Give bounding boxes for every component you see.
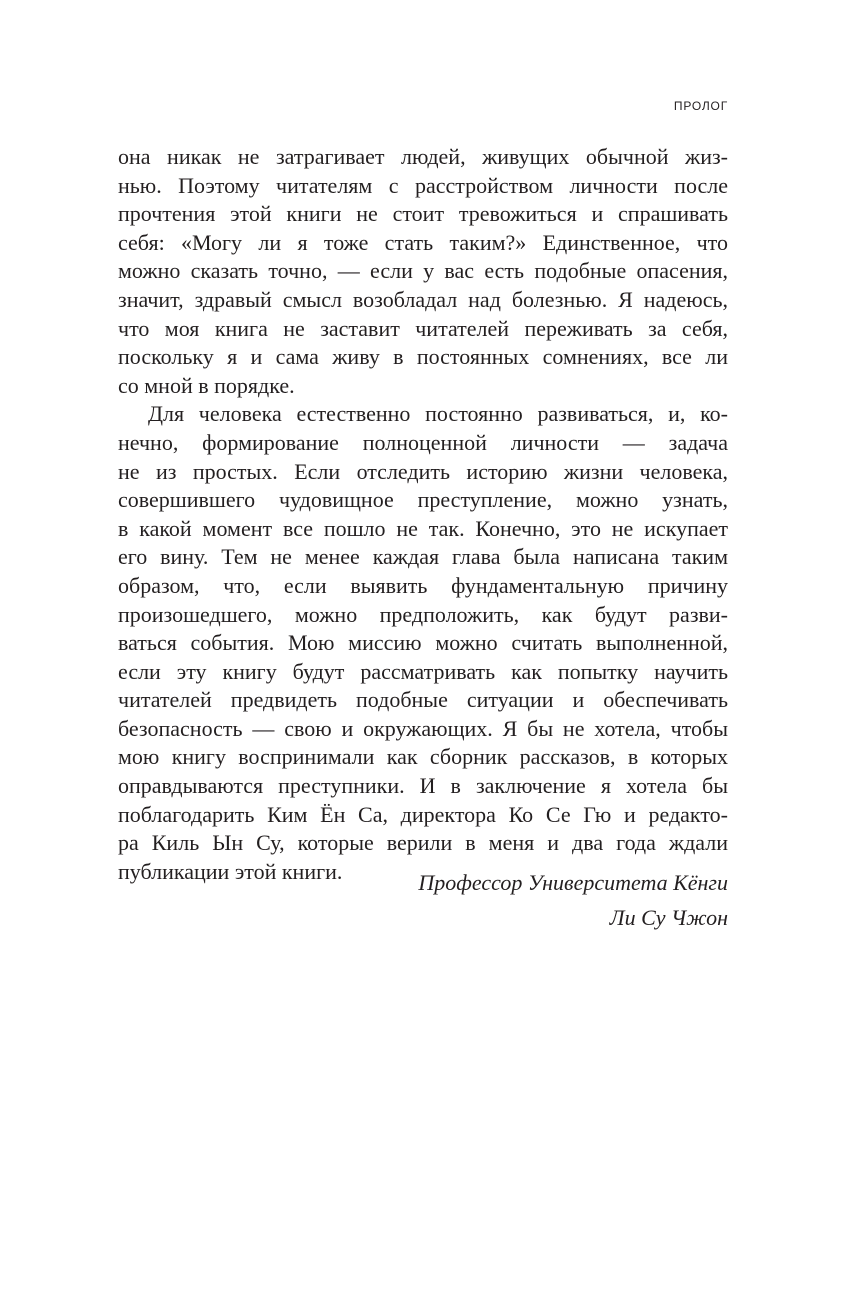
text-line: образом, что, если выявить фундаментальную причину <box>118 572 728 598</box>
text-line: Для человека естественно постоянно развиваться, и, ко- <box>148 401 728 427</box>
text-line: поблагодарить Ким Ён Са, директора Ко Се Гю и редакто- <box>118 801 728 827</box>
text-line: не из простых. Если отследить историю жизни человека, <box>118 458 728 484</box>
text-line: нью. Поэтому читателям с расстройством личности после <box>118 172 728 198</box>
text-line: если эту книгу будут рассматривать как попытку научить <box>118 658 728 684</box>
text-line: произошедшего, можно предположить, как будут разви- <box>118 601 728 627</box>
text-line: поскольку я и сама живу в постоянных сомнениях, все ли <box>118 344 728 370</box>
text-line: его вину. Тем не менее каждая глава была написана таким <box>118 544 728 570</box>
text-line: мою книгу воспринимали как сборник рассказов, в которых <box>118 744 728 770</box>
paragraph-1 <box>118 143 728 400</box>
body-text <box>118 143 728 886</box>
text-line: читателей предвидеть подобные ситуации и обеспечивать <box>118 687 728 713</box>
text-line: оправдываются преступники. И в заключение я хотела бы <box>118 773 728 799</box>
running-head: ПРОЛОГ <box>673 99 728 113</box>
text-line: значит, здравый смысл возобладал над болезнью. Я надеюсь, <box>118 286 728 312</box>
text-line: безопасность — свою и окружающих. Я бы не хотела, чтобы <box>118 715 728 741</box>
text-line: себя: «Могу ли я тоже стать таким?» Единственное, что <box>118 229 728 255</box>
text-line: что моя книга не заставит читателей переживать за себя, <box>118 315 728 341</box>
signature-affiliation: Профессор Университета Кёнги <box>418 870 728 895</box>
text-line: со мной в порядке. <box>118 372 295 398</box>
text-line: публикации этой книги. <box>118 858 343 884</box>
signature-author: Ли Су Чжон <box>609 905 728 930</box>
paragraph-2 <box>118 400 728 886</box>
text-line: прочтения этой книги не стоит тревожиться и спрашивать <box>118 201 728 227</box>
text-line: ра Киль Ын Су, которые верили в меня и два года ждали <box>118 830 728 856</box>
text-line: она никак не затрагивает людей, живущих обычной жиз- <box>118 144 728 169</box>
text-line: нечно, формирование полноценной личности — задача <box>118 429 728 455</box>
text-line: в какой момент все пошло не так. Конечно, это не искупает <box>118 515 728 541</box>
text-line: совершившего чудовищное преступление, можно узнать, <box>118 487 728 513</box>
text-line: можно сказать точно, — если у вас есть подобные опасения, <box>118 258 728 284</box>
text-line: ваться события. Мою миссию можно считать выполненной, <box>118 630 728 656</box>
